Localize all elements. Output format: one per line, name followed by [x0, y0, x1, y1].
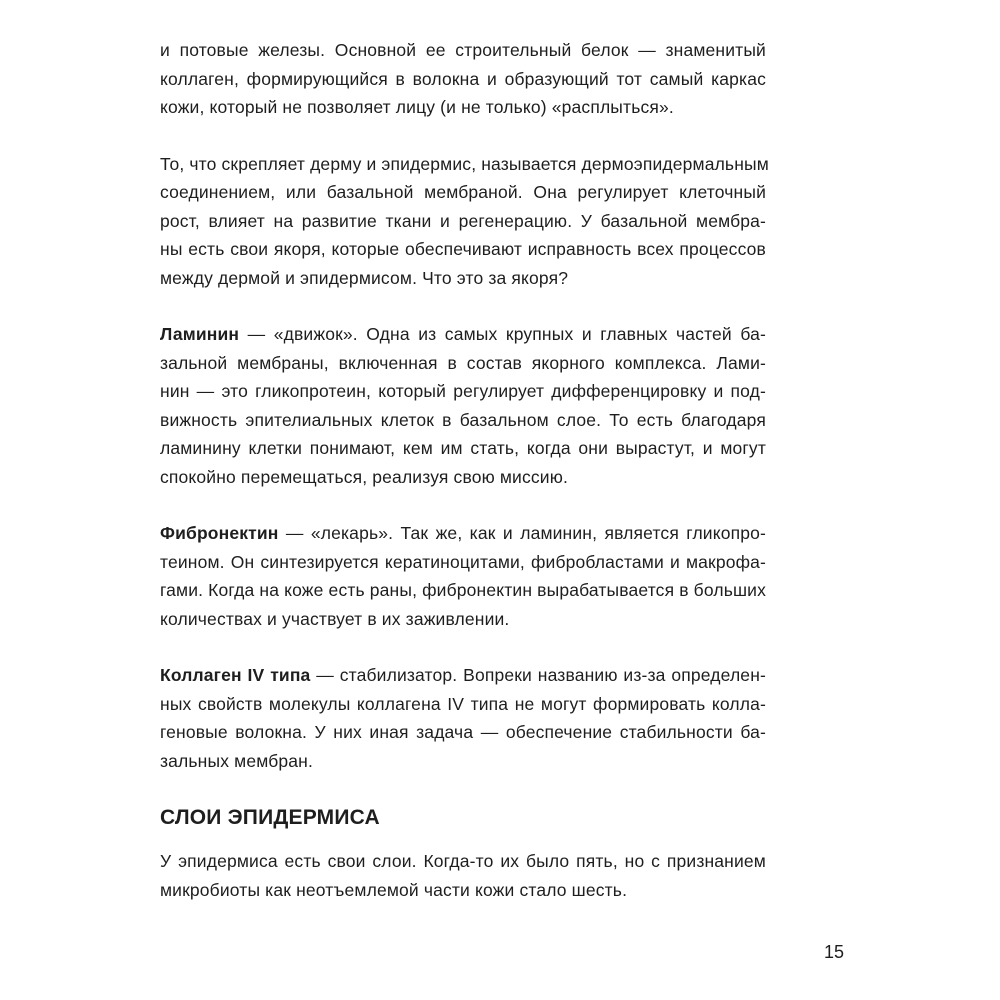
text-line: У эпидермиса есть свои слои. Когда-то их было пять, но с признанием	[160, 851, 766, 871]
text-line: ламинину клетки понимают, кем им стать, когда они вырастут, и могут	[160, 438, 766, 458]
text-run: — «движок». Одна из самых крупных и главных частей ба-	[239, 324, 766, 344]
text-line: геновые волокна. У них иная задача — обеспечение стабильности ба-	[160, 722, 766, 742]
text-line: теином. Он синтезируется кератиноцитами, фибробластами и макрофа-	[160, 551, 766, 572]
text-line	[160, 320, 766, 349]
text-line: рост, влияет на развитие ткани и регенерацию. У базальной мембра-	[160, 210, 766, 231]
text-line: между дермой и эпидермисом. Что это за якоря?	[160, 267, 569, 288]
text-line	[160, 519, 766, 548]
text-line: вижность эпителиальных клеток в базальном слое. То есть благодаря	[160, 409, 766, 430]
text-line: нин — это гликопротеин, который регулирует дифференцировку и под-	[160, 381, 766, 401]
text-run: — «лекарь». Так же, как и ламинин, является гликопро-	[278, 523, 766, 543]
paragraph-laminin	[160, 320, 766, 491]
page-body	[160, 36, 769, 932]
term-collagen-iv: Коллаген IV типа	[160, 665, 311, 685]
text-line: и потовые железы. Основной ее строительный белок — знаменитый	[160, 40, 766, 60]
paragraph-collagen-intro	[160, 36, 766, 122]
section-heading: СЛОИ ЭПИДЕРМИСА	[160, 806, 380, 829]
term-fibronectin: Фибронектин	[160, 523, 279, 543]
page-number: 15	[823, 942, 844, 962]
text-line: ны есть свои якоря, которые обеспечивают исправность всех процессов	[160, 239, 766, 259]
text-line	[160, 661, 766, 690]
text-line: количествах и участвует в их заживлении.	[160, 608, 510, 629]
text-line: То, что скрепляет дерму и эпидермис, называется дермоэпидермальным	[160, 153, 769, 174]
term-laminin: Ламинин	[160, 324, 240, 344]
text-line: зальных мембран.	[160, 750, 313, 771]
paragraph-epidermis-layers	[160, 847, 766, 904]
text-line: гами. Когда на коже есть раны, фибронектин вырабатывается в больших	[160, 580, 766, 600]
text-line: ных свойств молекулы коллагена IV типа не могут формировать колла-	[160, 693, 766, 714]
text-line: кожи, который не позволяет лицу (и не только) «расплыться».	[160, 97, 674, 117]
paragraph-fibronectin	[160, 519, 766, 633]
text-line: зальной мембраны, включенная в состав якорного комплекса. Лами-	[160, 352, 766, 373]
text-line: соединением, или базальной мембраной. Она регулирует клеточный	[160, 182, 766, 202]
text-line: коллаген, формирующийся в волокна и образующий тот самый каркас	[160, 68, 766, 89]
text-run: — стабилизатор. Вопреки названию из-за определен-	[310, 665, 766, 685]
text-line: микробиоты как неотъемлемой части кожи стало шесть.	[160, 879, 628, 900]
text-line: спокойно перемещаться, реализуя свою миссию.	[160, 466, 568, 487]
paragraph-collagen-iv	[160, 661, 766, 775]
paragraph-basal-membrane	[160, 150, 769, 293]
